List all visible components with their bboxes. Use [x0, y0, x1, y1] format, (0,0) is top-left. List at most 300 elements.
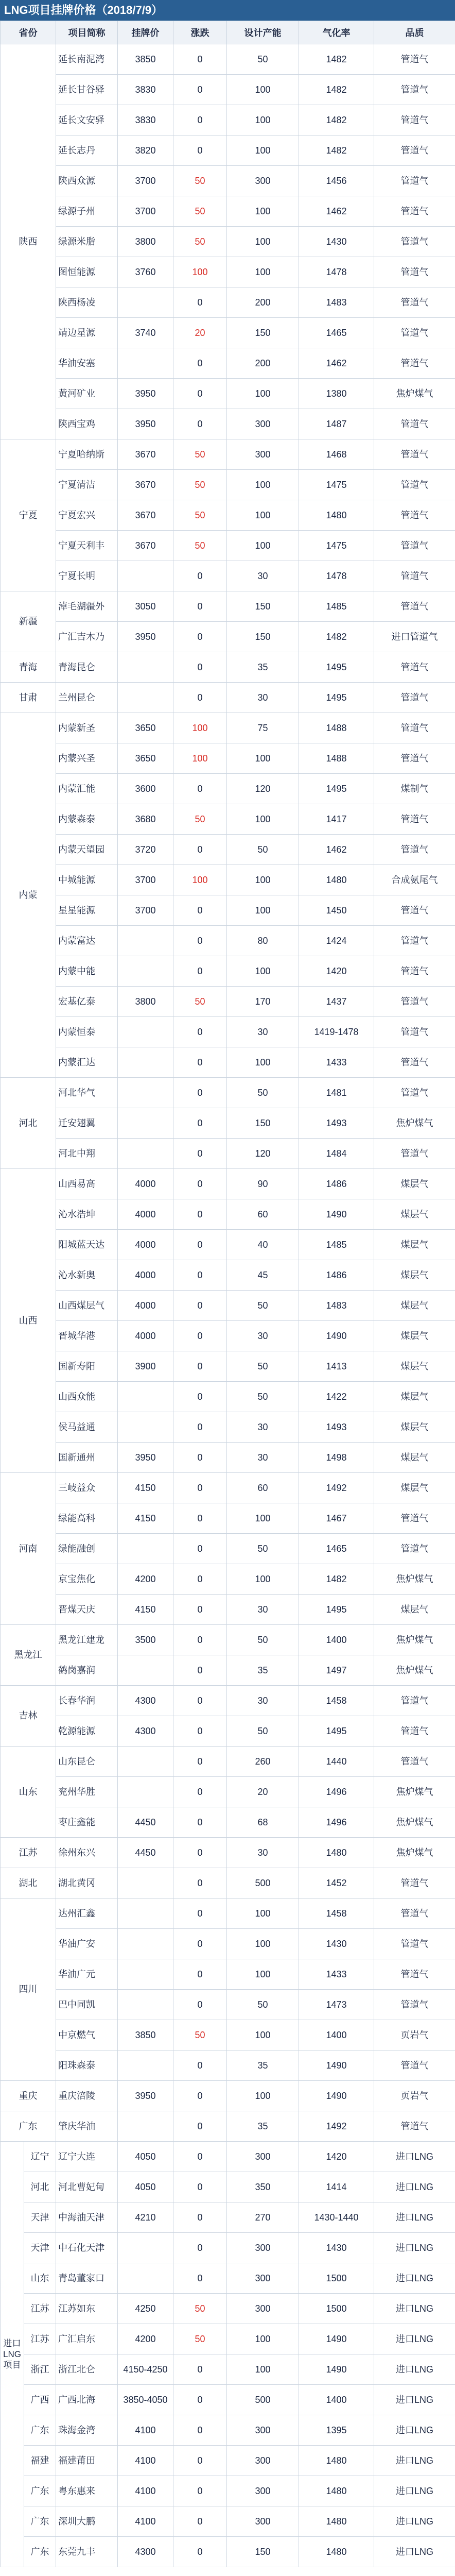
cell-gas-quality: 管道气	[374, 926, 455, 956]
cell-price-change: 100	[173, 865, 227, 895]
cell-gas-quality: 煤层气	[374, 1199, 455, 1230]
cell-project-name: 中京燃气	[56, 2020, 118, 2050]
cell-project-name: 延长南泥湾	[56, 44, 118, 75]
table-row	[1, 926, 455, 956]
table-row	[1, 1686, 455, 1716]
cell-project-name: 重庆涪陵	[56, 2081, 118, 2111]
cell-listed-price	[118, 1139, 173, 1169]
cell-gas-quality: 管道气	[374, 287, 455, 318]
table-row	[1, 743, 455, 774]
cell-design-capacity: 350	[227, 2172, 299, 2202]
header-quality: 品质	[374, 21, 455, 44]
cell-listed-price: 3050	[118, 591, 173, 622]
cell-project-name: 内蒙天望园	[56, 835, 118, 865]
table-row	[1, 1747, 455, 1777]
cell-price-change: 0	[173, 1959, 227, 1990]
cell-listed-price: 3740	[118, 318, 173, 348]
cell-design-capacity: 500	[227, 1868, 299, 1899]
cell-gasification-rate: 1482	[299, 135, 374, 166]
cell-price-change: 0	[173, 75, 227, 105]
cell-listed-price: 3700	[118, 166, 173, 196]
cell-gasification-rate: 1482	[299, 75, 374, 105]
cell-price-change: 0	[173, 1047, 227, 1078]
cell-project-name: 绿能融创	[56, 1534, 118, 1564]
table-row	[1, 1443, 455, 1473]
cell-price-change: 0	[173, 2476, 227, 2506]
cell-gasification-rate: 1490	[299, 2081, 374, 2111]
table-row	[1, 196, 455, 227]
cell-gas-quality: 合成氨尾气	[374, 865, 455, 895]
table-row	[1, 2142, 455, 2172]
cell-gasification-rate: 1496	[299, 1777, 374, 1807]
cell-gas-quality: 管道气	[374, 683, 455, 713]
cell-gasification-rate: 1485	[299, 1230, 374, 1260]
cell-project-name: 陕西众源	[56, 166, 118, 196]
cell-listed-price: 3600	[118, 774, 173, 804]
cell-project-name: 山西易高	[56, 1169, 118, 1199]
cell-project-name: 兰州昆仑	[56, 683, 118, 713]
table-row	[1, 500, 455, 531]
cell-gasification-rate: 1481	[299, 1078, 374, 1108]
cell-listed-price	[118, 956, 173, 987]
cell-price-change: 0	[173, 895, 227, 926]
cell-project-name: 中石化天津	[56, 2233, 118, 2263]
cell-gasification-rate: 1414	[299, 2172, 374, 2202]
cell-project-name: 宏基亿泰	[56, 987, 118, 1017]
cell-price-change: 0	[173, 1473, 227, 1503]
table-row	[1, 1199, 455, 1230]
cell-gas-quality: 管道气	[374, 257, 455, 287]
cell-price-change: 0	[173, 1169, 227, 1199]
cell-listed-price	[118, 1017, 173, 1047]
cell-listed-price: 4100	[118, 2476, 173, 2506]
table-row	[1, 1230, 455, 1260]
cell-gas-quality: 管道气	[374, 1929, 455, 1959]
cell-design-capacity: 30	[227, 1017, 299, 1047]
cell-gasification-rate: 1424	[299, 926, 374, 956]
table-row	[1, 1564, 455, 1595]
cell-gas-quality: 进口管道气	[374, 622, 455, 652]
cell-project-name: 内蒙汇达	[56, 1047, 118, 1078]
cell-listed-price: 3830	[118, 75, 173, 105]
price-table	[0, 21, 455, 2567]
cell-listed-price	[118, 2263, 173, 2294]
table-row	[1, 683, 455, 713]
cell-design-capacity: 35	[227, 652, 299, 683]
cell-design-capacity: 300	[227, 2415, 299, 2446]
cell-project-name: 宁夏天利丰	[56, 531, 118, 561]
cell-gasification-rate: 1475	[299, 470, 374, 500]
cell-price-change: 0	[173, 835, 227, 865]
cell-price-change: 0	[173, 1139, 227, 1169]
province-cell: 四川	[1, 1899, 56, 2081]
cell-listed-price	[118, 561, 173, 591]
table-row	[1, 2111, 455, 2142]
cell-price-change: 0	[173, 2081, 227, 2111]
cell-gas-quality: 管道气	[374, 561, 455, 591]
cell-price-change: 0	[173, 2142, 227, 2172]
cell-price-change: 0	[173, 1230, 227, 1260]
cell-project-name: 青海昆仑	[56, 652, 118, 683]
table-row	[1, 2354, 455, 2385]
province-cell: 广东	[1, 2111, 56, 2142]
cell-listed-price	[118, 1108, 173, 1139]
cell-listed-price: 4250	[118, 2294, 173, 2324]
cell-gas-quality: 进口LNG	[374, 2446, 455, 2476]
cell-listed-price: 3800	[118, 227, 173, 257]
cell-gas-quality: 进口LNG	[374, 2142, 455, 2172]
cell-gas-quality: 管道气	[374, 804, 455, 835]
cell-price-change: 0	[173, 1777, 227, 1807]
table-row	[1, 2294, 455, 2324]
cell-gasification-rate: 1437	[299, 987, 374, 1017]
province-cell: 广东	[24, 2537, 56, 2567]
cell-design-capacity: 30	[227, 1443, 299, 1473]
table-row	[1, 2476, 455, 2506]
cell-project-name: 绿能高科	[56, 1503, 118, 1534]
cell-price-change: 50	[173, 227, 227, 257]
table-row	[1, 2233, 455, 2263]
cell-gas-quality: 进口LNG	[374, 2354, 455, 2385]
cell-design-capacity: 100	[227, 1564, 299, 1595]
cell-design-capacity: 100	[227, 2020, 299, 2050]
cell-design-capacity: 50	[227, 1625, 299, 1655]
cell-design-capacity: 100	[227, 227, 299, 257]
cell-gasification-rate: 1467	[299, 1503, 374, 1534]
cell-design-capacity: 300	[227, 2142, 299, 2172]
cell-project-name: 广汇启东	[56, 2324, 118, 2354]
cell-design-capacity: 50	[227, 1078, 299, 1108]
cell-project-name: 内蒙兴圣	[56, 743, 118, 774]
header-project: 项目简称	[56, 21, 118, 44]
province-cell: 黑龙江	[1, 1625, 56, 1686]
cell-design-capacity: 200	[227, 287, 299, 318]
cell-listed-price: 4450	[118, 1807, 173, 1838]
cell-listed-price: 4300	[118, 2537, 173, 2567]
province-cell: 山西	[1, 1169, 56, 1473]
cell-gasification-rate: 1420	[299, 956, 374, 987]
header-change: 涨跌	[173, 21, 227, 44]
cell-listed-price	[118, 1959, 173, 1990]
province-cell: 辽宁	[24, 2142, 56, 2172]
cell-gasification-rate: 1433	[299, 1959, 374, 1990]
cell-gas-quality: 管道气	[374, 956, 455, 987]
cell-listed-price: 3700	[118, 865, 173, 895]
cell-design-capacity: 100	[227, 743, 299, 774]
cell-price-change: 0	[173, 379, 227, 409]
cell-price-change: 0	[173, 44, 227, 75]
cell-price-change: 50	[173, 531, 227, 561]
cell-gas-quality: 管道气	[374, 1899, 455, 1929]
cell-price-change: 50	[173, 166, 227, 196]
cell-project-name: 延长文安驿	[56, 105, 118, 135]
cell-listed-price: 3950	[118, 379, 173, 409]
cell-project-name: 兖州华胜	[56, 1777, 118, 1807]
table-row	[1, 713, 455, 743]
cell-design-capacity: 35	[227, 2050, 299, 2081]
province-cell: 山东	[24, 2263, 56, 2294]
cell-price-change: 50	[173, 470, 227, 500]
table-row	[1, 348, 455, 379]
cell-gas-quality: 焦炉煤气	[374, 1108, 455, 1139]
cell-design-capacity: 300	[227, 2446, 299, 2476]
cell-project-name: 迁安翅翼	[56, 1108, 118, 1139]
cell-price-change: 0	[173, 2415, 227, 2446]
cell-price-change: 0	[173, 1108, 227, 1139]
cell-gasification-rate: 1480	[299, 500, 374, 531]
cell-listed-price: 3950	[118, 1443, 173, 1473]
cell-project-name: 内蒙新圣	[56, 713, 118, 743]
cell-gasification-rate: 1493	[299, 1412, 374, 1443]
cell-listed-price	[118, 652, 173, 683]
cell-gasification-rate: 1430	[299, 227, 374, 257]
cell-price-change: 0	[173, 1929, 227, 1959]
cell-design-capacity: 100	[227, 956, 299, 987]
table-row	[1, 2020, 455, 2050]
cell-listed-price: 4210	[118, 2202, 173, 2233]
cell-project-name: 徐州东兴	[56, 1838, 118, 1868]
cell-price-change: 0	[173, 1990, 227, 2020]
cell-listed-price: 3670	[118, 500, 173, 531]
table-row	[1, 1838, 455, 1868]
cell-price-change: 0	[173, 1868, 227, 1899]
cell-gasification-rate: 1495	[299, 1595, 374, 1625]
cell-price-change: 50	[173, 2324, 227, 2354]
cell-listed-price: 3820	[118, 135, 173, 166]
cell-price-change: 0	[173, 287, 227, 318]
cell-project-name: 侯马益通	[56, 1412, 118, 1443]
cell-gasification-rate: 1482	[299, 1564, 374, 1595]
table-row	[1, 1382, 455, 1412]
cell-price-change: 0	[173, 774, 227, 804]
cell-gasification-rate: 1493	[299, 1108, 374, 1139]
cell-gas-quality: 焦炉煤气	[374, 1777, 455, 1807]
cell-design-capacity: 35	[227, 1655, 299, 1686]
cell-gas-quality: 煤层气	[374, 1169, 455, 1199]
table-row	[1, 865, 455, 895]
cell-project-name: 河北曹妃甸	[56, 2172, 118, 2202]
cell-project-name: 星星能源	[56, 895, 118, 926]
cell-project-name: 晋煤天庆	[56, 1595, 118, 1625]
cell-project-name: 内蒙富达	[56, 926, 118, 956]
cell-gasification-rate: 1495	[299, 683, 374, 713]
cell-listed-price: 4150-4250	[118, 2354, 173, 2385]
cell-design-capacity: 100	[227, 895, 299, 926]
cell-gasification-rate: 1480	[299, 2537, 374, 2567]
cell-gas-quality: 页岩气	[374, 2020, 455, 2050]
cell-gasification-rate: 1482	[299, 105, 374, 135]
cell-project-name: 国新寿阳	[56, 1351, 118, 1382]
province-cell: 陕西	[1, 44, 56, 439]
cell-price-change: 0	[173, 2354, 227, 2385]
table-row	[1, 2446, 455, 2476]
table-row	[1, 774, 455, 804]
cell-project-name: 淖毛湖疆外	[56, 591, 118, 622]
cell-listed-price: 4450	[118, 1838, 173, 1868]
cell-project-name: 沁水浩坤	[56, 1199, 118, 1230]
cell-price-change: 0	[173, 1899, 227, 1929]
province-cell: 广西	[24, 2385, 56, 2415]
table-row	[1, 1412, 455, 1443]
cell-gas-quality: 管道气	[374, 470, 455, 500]
cell-gas-quality: 煤层气	[374, 1443, 455, 1473]
cell-price-change: 0	[173, 2172, 227, 2202]
cell-price-change: 0	[173, 1595, 227, 1625]
cell-gasification-rate: 1495	[299, 652, 374, 683]
cell-gasification-rate: 1488	[299, 743, 374, 774]
cell-design-capacity: 80	[227, 926, 299, 956]
table-row	[1, 561, 455, 591]
cell-design-capacity: 100	[227, 804, 299, 835]
cell-gasification-rate: 1395	[299, 2415, 374, 2446]
table-row	[1, 1078, 455, 1108]
cell-design-capacity: 30	[227, 1595, 299, 1625]
cell-price-change: 0	[173, 135, 227, 166]
cell-price-change: 100	[173, 713, 227, 743]
cell-design-capacity: 100	[227, 865, 299, 895]
cell-gasification-rate: 1417	[299, 804, 374, 835]
table-row	[1, 2202, 455, 2233]
cell-listed-price: 3850	[118, 2020, 173, 2050]
cell-price-change: 0	[173, 1351, 227, 1382]
cell-project-name: 靖边星源	[56, 318, 118, 348]
cell-gas-quality: 管道气	[374, 348, 455, 379]
cell-gas-quality: 管道气	[374, 835, 455, 865]
province-cell: 浙江	[24, 2354, 56, 2385]
cell-listed-price: 3830	[118, 105, 173, 135]
cell-project-name: 乾源能源	[56, 1716, 118, 1747]
cell-price-change: 0	[173, 1564, 227, 1595]
cell-design-capacity: 120	[227, 774, 299, 804]
table-row	[1, 439, 455, 470]
cell-listed-price: 3720	[118, 835, 173, 865]
cell-gasification-rate: 1482	[299, 622, 374, 652]
cell-design-capacity: 100	[227, 2081, 299, 2111]
cell-price-change: 0	[173, 1716, 227, 1747]
cell-design-capacity: 150	[227, 622, 299, 652]
cell-gas-quality: 管道气	[374, 1990, 455, 2020]
cell-listed-price: 3650	[118, 743, 173, 774]
cell-listed-price: 4000	[118, 1199, 173, 1230]
cell-listed-price: 3950	[118, 2081, 173, 2111]
cell-listed-price	[118, 1047, 173, 1078]
cell-project-name: 图恒能源	[56, 257, 118, 287]
table-row	[1, 1595, 455, 1625]
cell-listed-price	[118, 926, 173, 956]
cell-project-name: 宁夏宏兴	[56, 500, 118, 531]
table-row	[1, 2415, 455, 2446]
cell-gasification-rate: 1422	[299, 1382, 374, 1412]
cell-design-capacity: 90	[227, 1169, 299, 1199]
cell-price-change: 0	[173, 1686, 227, 1716]
cell-gasification-rate: 1462	[299, 835, 374, 865]
cell-price-change: 50	[173, 500, 227, 531]
cell-design-capacity: 100	[227, 1503, 299, 1534]
cell-project-name: 山西众能	[56, 1382, 118, 1412]
cell-price-change: 50	[173, 196, 227, 227]
province-cell: 宁夏	[1, 439, 56, 591]
cell-gasification-rate: 1497	[299, 1655, 374, 1686]
cell-project-name: 黑龙江建龙	[56, 1625, 118, 1655]
cell-gasification-rate: 1486	[299, 1169, 374, 1199]
cell-gasification-rate: 1500	[299, 2263, 374, 2294]
cell-gasification-rate: 1420	[299, 2142, 374, 2172]
cell-design-capacity: 100	[227, 196, 299, 227]
table-row	[1, 987, 455, 1017]
cell-price-change: 0	[173, 1625, 227, 1655]
cell-listed-price: 4150	[118, 1503, 173, 1534]
cell-price-change: 0	[173, 1321, 227, 1351]
cell-project-name: 浙江北仑	[56, 2354, 118, 2385]
cell-project-name: 内蒙森泰	[56, 804, 118, 835]
cell-project-name: 福建莆田	[56, 2446, 118, 2476]
cell-listed-price: 4000	[118, 1291, 173, 1321]
province-cell: 广东	[24, 2506, 56, 2537]
cell-price-change: 20	[173, 318, 227, 348]
cell-design-capacity: 300	[227, 2294, 299, 2324]
cell-design-capacity: 30	[227, 1838, 299, 1868]
cell-gasification-rate: 1480	[299, 2506, 374, 2537]
table-row	[1, 135, 455, 166]
table-row	[1, 105, 455, 135]
table-row	[1, 287, 455, 318]
province-cell: 甘肃	[1, 683, 56, 713]
cell-gasification-rate: 1484	[299, 1139, 374, 1169]
cell-design-capacity: 300	[227, 2233, 299, 2263]
cell-gasification-rate: 1478	[299, 257, 374, 287]
cell-gasification-rate: 1490	[299, 1321, 374, 1351]
cell-gasification-rate: 1465	[299, 318, 374, 348]
table-row	[1, 75, 455, 105]
cell-design-capacity: 30	[227, 561, 299, 591]
cell-gasification-rate: 1486	[299, 1260, 374, 1291]
cell-project-name: 肇庆华油	[56, 2111, 118, 2142]
cell-gasification-rate: 1490	[299, 2050, 374, 2081]
cell-gas-quality: 管道气	[374, 895, 455, 926]
cell-gas-quality: 焦炉煤气	[374, 1655, 455, 1686]
cell-listed-price: 3670	[118, 470, 173, 500]
cell-gas-quality: 焦炉煤气	[374, 1807, 455, 1838]
cell-listed-price: 3670	[118, 531, 173, 561]
cell-listed-price	[118, 1899, 173, 1929]
table-row	[1, 1899, 455, 1929]
province-cell: 湖北	[1, 1868, 56, 1899]
cell-listed-price: 3800	[118, 987, 173, 1017]
header-capacity: 设计产能	[227, 21, 299, 44]
cell-design-capacity: 50	[227, 44, 299, 75]
cell-design-capacity: 270	[227, 2202, 299, 2233]
cell-gasification-rate: 1400	[299, 2385, 374, 2415]
cell-gas-quality: 焦炉煤气	[374, 1564, 455, 1595]
cell-gas-quality: 管道气	[374, 1716, 455, 1747]
cell-price-change: 50	[173, 2020, 227, 2050]
cell-gasification-rate: 1475	[299, 531, 374, 561]
cell-gasification-rate: 1480	[299, 865, 374, 895]
cell-project-name: 长春华润	[56, 1686, 118, 1716]
cell-price-change: 0	[173, 348, 227, 379]
table-row	[1, 622, 455, 652]
cell-design-capacity: 150	[227, 591, 299, 622]
cell-design-capacity: 100	[227, 1047, 299, 1078]
cell-project-name: 晋城华港	[56, 1321, 118, 1351]
cell-gasification-rate: 1480	[299, 2446, 374, 2476]
cell-gasification-rate: 1440	[299, 1747, 374, 1777]
table-row	[1, 1351, 455, 1382]
cell-price-change: 0	[173, 1382, 227, 1412]
cell-gas-quality: 管道气	[374, 318, 455, 348]
cell-gasification-rate: 1465	[299, 1534, 374, 1564]
cell-gas-quality: 煤层气	[374, 1321, 455, 1351]
